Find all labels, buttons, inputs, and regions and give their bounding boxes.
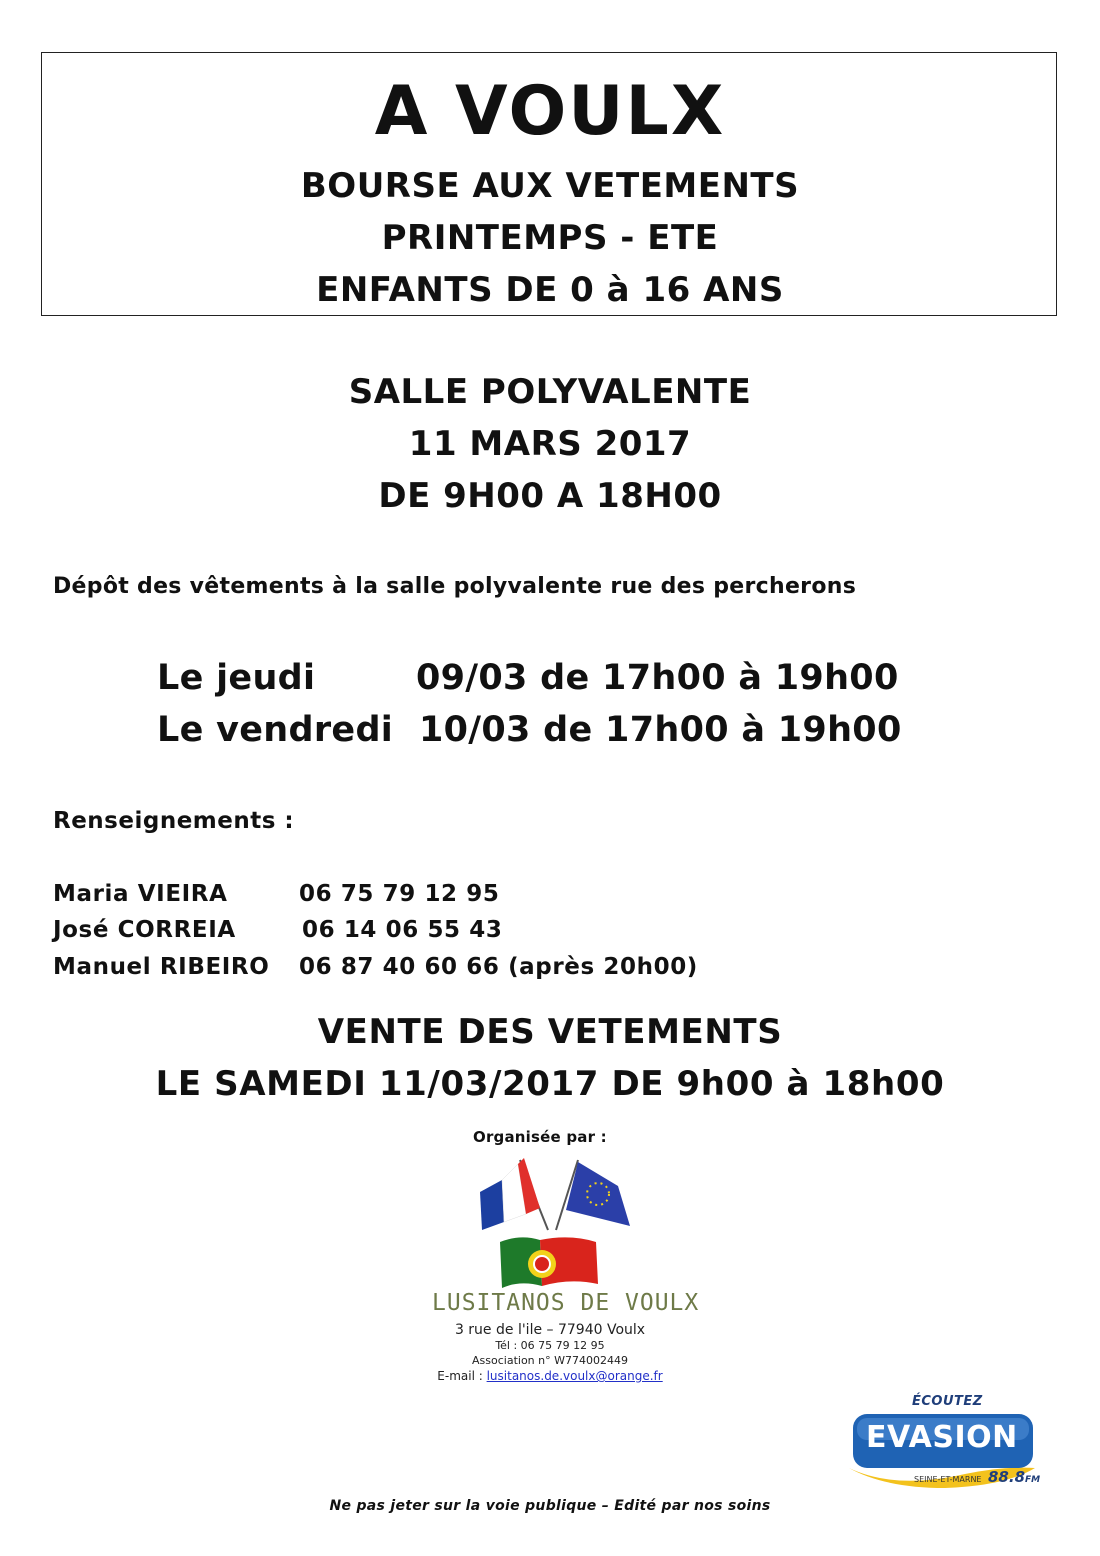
flags-illustration	[470, 1150, 650, 1295]
organizer-phone: Tél : 06 75 79 12 95	[495, 1339, 605, 1352]
event-hours: DE 9H00 A 18H00	[378, 476, 722, 516]
eu-flag-icon	[556, 1160, 630, 1230]
email-link[interactable]: lusitanos.de.voulx@orange.fr	[486, 1369, 663, 1383]
radio-name: EVASION	[866, 1420, 1018, 1455]
portugal-flag-icon	[500, 1237, 598, 1288]
contact-phone-2: 06 14 06 55 43	[302, 917, 503, 943]
contact-phone-1: 06 75 79 12 95	[299, 881, 500, 907]
sale-date: LE SAMEDI 11/03/2017 DE 9h00 à 18h00	[155, 1064, 945, 1104]
sale-heading: VENTE DES VETEMENTS	[317, 1012, 783, 1052]
france-flag-icon	[480, 1158, 548, 1230]
contact-name-2: José CORREIA	[53, 917, 236, 943]
event-date: 11 MARS 2017	[408, 424, 692, 464]
organizer-email-line	[400, 1369, 700, 1383]
deposit-day-2: Le vendredi	[157, 710, 394, 750]
subtitle-ages: ENFANTS DE 0 à 16 ANS	[316, 270, 784, 310]
event-venue: SALLE POLYVALENTE	[348, 372, 752, 412]
deposit-time-1: 09/03 de 17h00 à 19h00	[416, 658, 899, 698]
radio-ecoutez: ÉCOUTEZ	[912, 1394, 983, 1409]
radio-region: SEINE-ET-MARNE	[914, 1475, 982, 1484]
organizer-label: Organisée par :	[473, 1128, 607, 1146]
subtitle-season: PRINTEMPS - ETE	[381, 218, 719, 258]
subtitle-bourse: BOURSE AUX VETEMENTS	[300, 166, 800, 206]
footer-note: Ne pas jeter sur la voie publique – Edité par nos soins	[329, 1498, 771, 1514]
association-logo-text: LUSITANOS DE VOULX	[432, 1290, 700, 1316]
contact-name-1: Maria VIEIRA	[53, 881, 228, 907]
contact-phone-3: 06 87 40 60 66 (après 20h00)	[299, 954, 698, 980]
email-label: E-mail :	[437, 1369, 487, 1383]
organizer-association-number: Association n° W774002449	[472, 1354, 628, 1367]
deposit-text: Dépôt des vêtements à la salle polyvalente rue des percherons	[53, 574, 857, 599]
page-title: A VOULX	[374, 72, 726, 151]
organizer-address: 3 rue de l'ile – 77940 Voulx	[454, 1322, 646, 1338]
deposit-day-1: Le jeudi	[157, 658, 316, 698]
radio-frequency: 88.8FM	[988, 1468, 1041, 1486]
deposit-time-2: 10/03 de 17h00 à 19h00	[419, 710, 902, 750]
info-heading: Renseignements :	[53, 808, 295, 834]
contact-name-3: Manuel RIBEIRO	[53, 954, 270, 980]
